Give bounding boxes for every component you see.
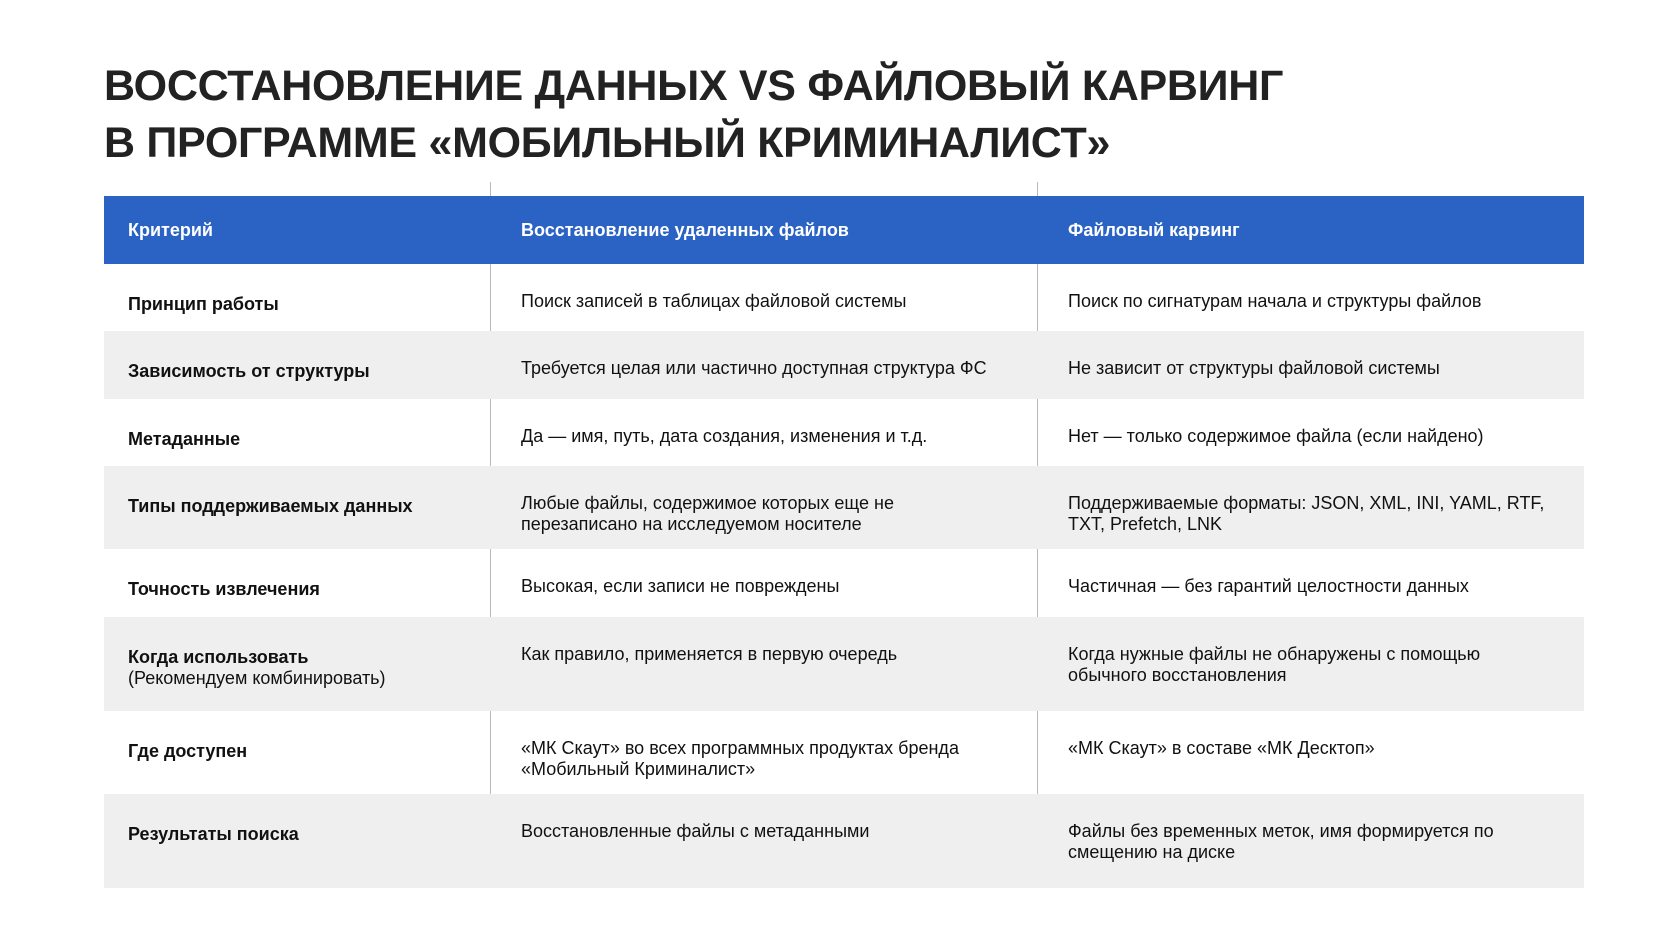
criterion-label: Когда использовать xyxy=(128,647,309,667)
criterion-cell: Где доступен xyxy=(128,741,248,761)
page-title-line-1: ВОССТАНОВЛЕНИЕ ДАННЫХ VS ФАЙЛОВЫЙ КАРВИНГ xyxy=(104,62,1284,110)
table-row xyxy=(104,549,1584,617)
table-row xyxy=(104,331,1584,399)
criterion-cell: Принцип работы xyxy=(128,294,279,314)
table-row xyxy=(104,466,1584,549)
carving-cell: Не зависит от структуры файловой системы xyxy=(1068,358,1440,378)
table-row xyxy=(104,617,1584,711)
carving-cell: «МК Скаут» в составе «МК Десктоп» xyxy=(1068,738,1375,758)
criterion-cell: Типы поддерживаемых данных xyxy=(128,496,413,516)
recovery-cell: Да — имя, путь, дата создания, изменения и т.д. xyxy=(521,426,928,446)
header-recovery: Восстановление удаленных файлов xyxy=(521,219,849,240)
carving-cell: Поддерживаемые форматы: JSON, XML, INI, YAML, RTF, TXT, Prefetch, LNK xyxy=(1068,493,1545,534)
carving-cell: Частичная — без гарантий целостности данных xyxy=(1068,576,1469,596)
criterion-cell: Точность извлечения xyxy=(128,579,320,599)
carving-cell: Нет — только содержимое файла (если найдено) xyxy=(1068,426,1484,446)
criterion-cell: Метаданные xyxy=(128,429,241,449)
comparison-table xyxy=(104,196,1584,888)
table-row xyxy=(104,264,1584,331)
carving-cell: Файлы без временных меток, имя формируется по смещению на диске xyxy=(1068,821,1494,862)
carving-cell: Поиск по сигнатурам начала и структуры файлов xyxy=(1068,291,1482,311)
recovery-cell: Поиск записей в таблицах файловой системы xyxy=(521,291,907,311)
table-row xyxy=(104,399,1584,466)
table-row xyxy=(104,794,1584,888)
recovery-cell: Требуется целая или частично доступная структура ФС xyxy=(521,358,987,378)
recovery-cell: Любые файлы, содержимое которых еще не перезаписано на исследуемом носителе xyxy=(521,493,894,534)
criterion-cell: Результаты поиска xyxy=(128,824,299,844)
recovery-cell: Высокая, если записи не повреждены xyxy=(521,576,840,596)
page-title-line-2: В ПРОГРАММЕ «МОБИЛЬНЫЙ КРИМИНАЛИСТ» xyxy=(104,119,1111,167)
table-row xyxy=(104,711,1584,794)
criterion-cell: Зависимость от структуры xyxy=(128,361,370,381)
header-criterion: Критерий xyxy=(128,219,213,240)
table-header-row xyxy=(104,196,1584,264)
page-title xyxy=(104,58,1283,172)
recovery-cell: Восстановленные файлы с метаданными xyxy=(521,821,870,841)
recovery-cell: Как правило, применяется в первую очередь xyxy=(521,644,898,664)
criterion-note: (Рекомендуем комбинировать) xyxy=(128,668,386,688)
header-carving: Файловый карвинг xyxy=(1068,219,1240,240)
carving-cell: Когда нужные файлы не обнаружены с помощью обычного восстановления xyxy=(1068,644,1481,685)
criterion-cell xyxy=(104,617,491,711)
recovery-cell: «МК Скаут» во всех программных продуктах бренда «Мобильный Криминалист» xyxy=(521,738,959,779)
